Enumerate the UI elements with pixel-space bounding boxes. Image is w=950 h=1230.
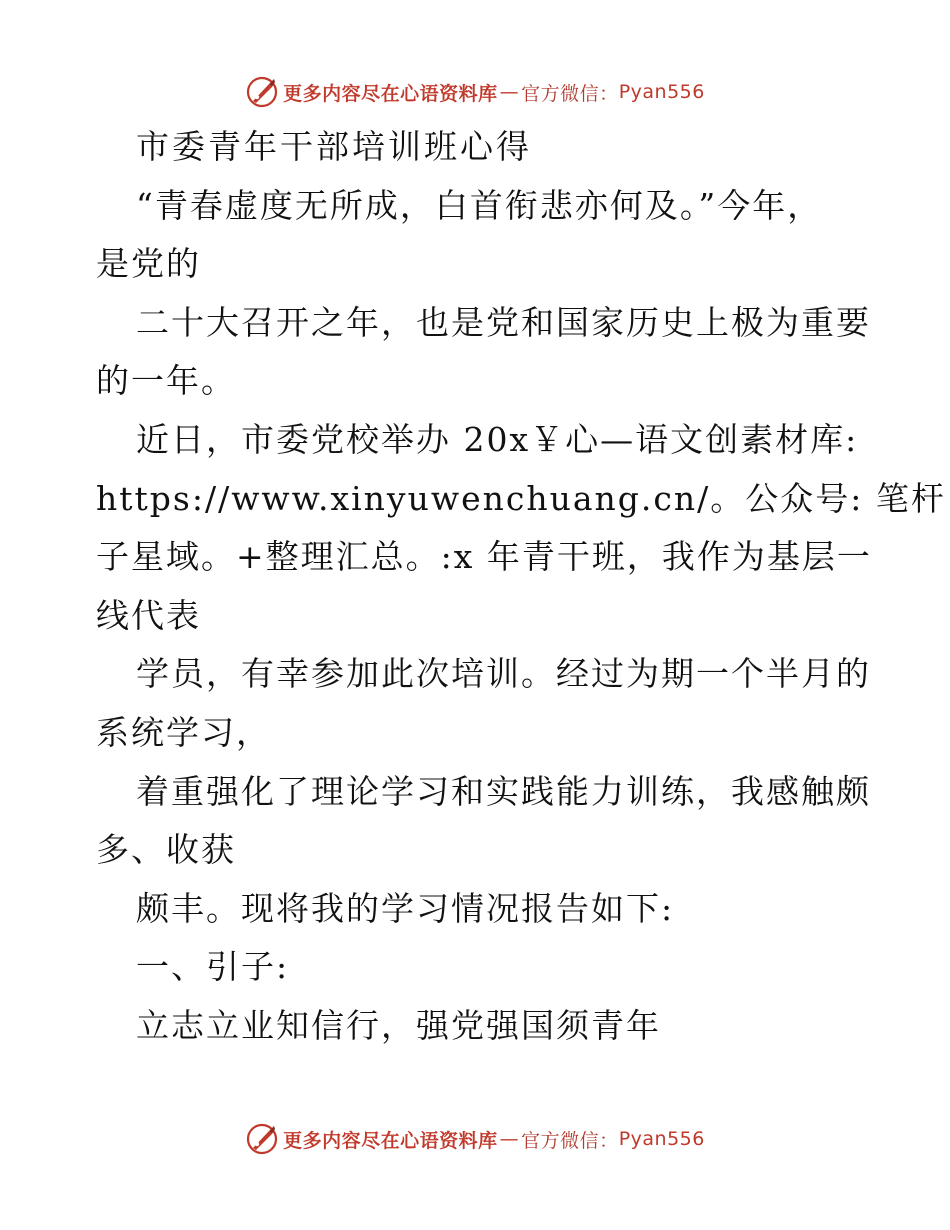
document-line: 子星域。+整理汇总。:x 年青干班，我作为基层一 xyxy=(96,537,872,577)
footer-wechat-id: Pyan556 xyxy=(618,1128,705,1150)
document-line: 一、引子: xyxy=(136,947,290,987)
document-line: 的一年。 xyxy=(96,361,236,401)
document-line: 学员，有幸参加此次培训。经过为期一个半月的 xyxy=(136,654,871,694)
document-line: 近日，市委党校举办 20x￥心—语文创素材库: xyxy=(136,419,859,459)
header-watermark-banner xyxy=(0,72,950,112)
header-wechat-id: Pyan556 xyxy=(618,81,705,103)
footer-brand-text: 更多内容尽在心语资料库 xyxy=(283,1129,498,1152)
footer-wechat-label: 官方微信： xyxy=(521,1129,619,1152)
footer-watermark-banner xyxy=(0,1119,950,1159)
header-wechat-label: 官方微信： xyxy=(521,82,619,105)
document-body xyxy=(96,118,946,1056)
document-line: 立志立业知信行，强党强国须青年 xyxy=(136,1005,661,1045)
document-line: 二十大召开之年，也是党和国家历史上极为重要 xyxy=(136,302,871,342)
document-title: 市委青年干部培训班心得 xyxy=(136,127,532,166)
document-line: 系统学习， xyxy=(96,712,271,752)
document-line: 颇丰。现将我的学习情况报告如下: xyxy=(136,888,675,928)
header-separator: — xyxy=(499,81,520,103)
document-line: https://www.xinyuwenchuang.cn/。公众号: 笔杆 xyxy=(96,478,946,518)
document-line: 线代表 xyxy=(96,595,201,635)
document-line: 着重强化了理论学习和实践能力训练，我感触颇 xyxy=(136,771,871,811)
document-line: 是党的 xyxy=(96,244,201,284)
quill-pen-logo-icon xyxy=(245,1122,279,1156)
quill-pen-logo-icon xyxy=(245,75,279,109)
footer-separator: — xyxy=(499,1128,520,1150)
document-line: “青春虚度无所成，白首衔悲亦何及。”今年， xyxy=(136,185,823,225)
header-brand-text: 更多内容尽在心语资料库 xyxy=(283,82,498,105)
document-line: 多、收获 xyxy=(96,830,236,870)
